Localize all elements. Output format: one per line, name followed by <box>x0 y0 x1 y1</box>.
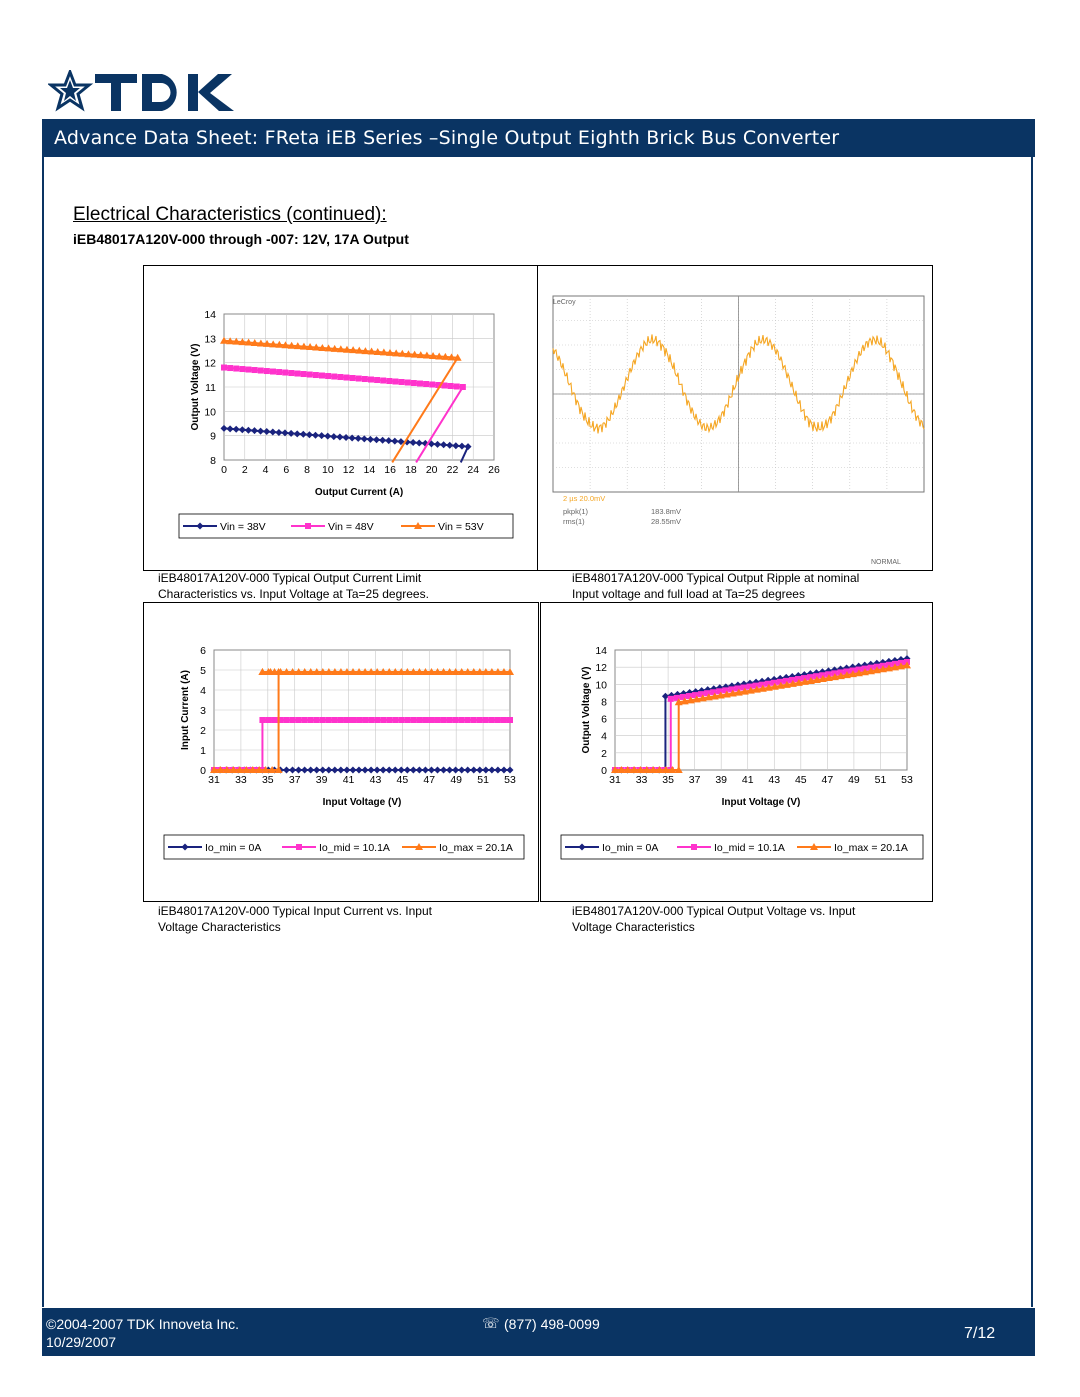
data-point <box>301 371 307 377</box>
y-tick-label: 13 <box>204 333 216 346</box>
scope-rms-value: 28.55mV <box>651 517 682 526</box>
legend-label-2: Io_mid = 10.1A <box>714 842 785 854</box>
scope-rms-label: rms(1) <box>563 517 585 526</box>
caption-3-line-2: Voltage Characteristics <box>158 920 281 934</box>
y-tick-label: 8 <box>601 696 607 709</box>
data-point <box>252 367 258 373</box>
x-tick-label: 2 <box>241 464 248 476</box>
x-tick-label: 24 <box>467 464 480 476</box>
legend-label-3: Io_max = 20.1A <box>439 842 513 854</box>
x-tick-label: 18 <box>405 464 417 476</box>
data-point <box>380 378 386 384</box>
x-tick-label: 53 <box>504 774 516 786</box>
data-point <box>356 376 362 382</box>
data-point <box>448 383 454 389</box>
data-point <box>417 381 423 387</box>
data-point <box>259 717 265 723</box>
caption-2-line-1: iEB48017A120V-000 Typical Output Ripple at nominal <box>572 571 860 585</box>
x-tick-label: 43 <box>768 774 781 786</box>
data-point <box>410 717 416 723</box>
legend-label-2: Vin = 48V <box>328 521 374 533</box>
data-point <box>368 377 374 383</box>
chart-panel-output-voltage-vin <box>540 602 933 902</box>
legend-label-1: Io_min = 0A <box>205 842 262 854</box>
scope-panel <box>537 265 933 571</box>
y-tick-label: 9 <box>210 430 216 443</box>
data-point <box>227 365 233 371</box>
y-tick-label: 14 <box>204 309 216 321</box>
y-tick-label: 3 <box>200 705 206 717</box>
x-tick-label: 33 <box>235 774 247 786</box>
x-tick-label: 16 <box>384 464 396 476</box>
data-point <box>495 717 501 723</box>
x-tick-label: 26 <box>488 464 500 476</box>
caption-1-line-2: Characteristics vs. Input Voltage at Ta=25 degrees. <box>158 587 429 601</box>
y-tick-label: 11 <box>205 382 216 394</box>
x-tick-label: 14 <box>363 464 376 476</box>
data-point <box>380 717 386 723</box>
data-point <box>471 717 477 723</box>
scope-pkpk-label: pkpk(1) <box>563 507 589 516</box>
data-point <box>392 717 398 723</box>
data-point <box>282 370 288 376</box>
data-point <box>265 717 271 723</box>
banner-title: Advance Data Sheet: FReta iEB Series –Single Output Eighth Brick Bus Converter <box>54 127 840 149</box>
data-point <box>404 717 410 723</box>
data-point <box>344 717 350 723</box>
x-tick-label: 47 <box>423 774 436 786</box>
data-point <box>386 378 392 384</box>
scope-mode: NORMAL <box>871 559 901 566</box>
x-tick-label: 39 <box>315 774 328 786</box>
caption-4-line-1: iEB48017A120V-000 Typical Output Voltage vs. Input <box>572 904 856 918</box>
x-tick-label: 45 <box>396 774 409 786</box>
x-tick-label: 49 <box>848 774 860 786</box>
caption-3-line-1: iEB48017A120V-000 Typical Input Current vs. Input <box>158 904 432 918</box>
x-tick-label: 10 <box>322 464 334 476</box>
data-point <box>264 368 270 374</box>
data-point <box>405 380 411 386</box>
data-point <box>368 717 374 723</box>
x-tick-label: 47 <box>821 774 834 786</box>
y-tick-label: 4 <box>200 685 206 697</box>
caption-2 <box>572 570 859 602</box>
data-point <box>483 717 489 723</box>
x-tick-label: 31 <box>208 774 220 786</box>
data-point <box>441 717 447 723</box>
data-point <box>288 370 294 376</box>
data-point <box>477 717 483 723</box>
data-point <box>374 377 380 383</box>
x-tick-label: 4 <box>262 464 269 476</box>
data-point <box>331 374 337 380</box>
x-tick-label: 35 <box>261 774 274 786</box>
x-tick-label: 20 <box>425 464 438 476</box>
data-point <box>337 374 343 380</box>
x-tick-label: 0 <box>221 464 227 476</box>
y-tick-label: 8 <box>210 455 216 467</box>
data-point <box>302 717 308 723</box>
data-point <box>290 717 296 723</box>
data-point <box>489 717 495 723</box>
data-point <box>460 384 466 390</box>
data-point <box>386 717 392 723</box>
section-subtitle: iEB48017A120V-000 through -007: 12V, 17A Output <box>73 231 409 247</box>
x-tick-label: 41 <box>342 774 355 786</box>
x-tick-label: 6 <box>283 464 290 476</box>
legend-marker <box>305 523 311 529</box>
data-point <box>356 717 362 723</box>
legend-marker <box>296 844 302 850</box>
data-point <box>276 369 282 375</box>
data-point <box>326 717 332 723</box>
data-point <box>314 717 320 723</box>
legend-marker <box>691 844 697 850</box>
y-tick-label: 6 <box>601 713 607 726</box>
data-point <box>313 372 319 378</box>
data-point <box>416 717 422 723</box>
data-point <box>239 366 245 372</box>
data-point <box>294 371 300 377</box>
data-point <box>362 376 368 382</box>
data-point <box>398 717 404 723</box>
data-point <box>245 367 251 373</box>
y-tick-label: 0 <box>601 765 607 777</box>
x-tick-label: 35 <box>662 774 674 786</box>
y-tick-label: 12 <box>204 357 216 370</box>
data-point <box>319 373 325 379</box>
data-point <box>338 717 344 723</box>
data-point <box>507 717 513 723</box>
section-title: Electrical Characteristics (continued): <box>73 204 387 225</box>
legend-label-3: Vin = 53V <box>438 521 484 533</box>
x-tick-label: 37 <box>688 774 701 786</box>
data-point <box>459 717 465 723</box>
data-point <box>429 382 435 388</box>
data-point <box>423 381 429 387</box>
y-tick-label: 0 <box>200 765 206 777</box>
chart-panel-output-voltage <box>143 265 539 571</box>
chart-panel-input-current <box>143 602 539 902</box>
data-point <box>399 379 405 385</box>
legend-label-3: Io_max = 20.1A <box>834 842 908 854</box>
x-tick-label: 39 <box>715 774 728 786</box>
x-tick-label: 37 <box>288 774 301 786</box>
x-axis-label: Input Voltage (V) <box>322 797 402 808</box>
y-tick-label: 12 <box>595 662 607 675</box>
caption-4 <box>572 903 855 935</box>
x-tick-label: 41 <box>741 774 754 786</box>
y-tick-label: 10 <box>595 679 607 692</box>
data-point <box>392 379 398 385</box>
tdk-logo <box>48 70 238 114</box>
data-point <box>362 717 368 723</box>
x-tick-label: 33 <box>635 774 648 786</box>
footer-phone: (877) 498-0099 <box>504 1316 600 1332</box>
chart-output-voltage-vs-current <box>144 266 538 570</box>
y-tick-label: 6 <box>200 645 206 657</box>
data-point <box>454 384 460 390</box>
legend-label-1: Vin = 38V <box>220 521 266 533</box>
data-point <box>411 380 417 386</box>
caption-1-line-1: iEB48017A120V-000 Typical Output Current Limit <box>158 571 422 585</box>
data-point <box>296 717 302 723</box>
caption-2-line-2: Input voltage and full load at Ta=25 degrees <box>572 587 805 601</box>
y-tick-label: 2 <box>601 747 607 760</box>
data-point <box>258 368 264 374</box>
y-tick-label: 10 <box>204 406 216 419</box>
data-point <box>422 717 428 723</box>
phone-icon: ☏ <box>482 1315 500 1331</box>
data-point <box>284 717 290 723</box>
data-point <box>325 373 331 379</box>
y-axis-label: Output Voltage (V) <box>581 666 592 754</box>
scope-timebase: 2 µs 20.0mV <box>563 494 606 503</box>
data-point <box>350 375 356 381</box>
x-tick-label: 12 <box>342 464 355 476</box>
data-point <box>308 717 314 723</box>
title-banner <box>42 119 1035 157</box>
chart-input-current-vs-voltage <box>144 603 538 901</box>
x-tick-label: 51 <box>874 774 887 786</box>
data-point <box>272 717 278 723</box>
x-tick-label: 8 <box>304 464 310 476</box>
x-tick-label: 31 <box>609 774 621 786</box>
chart-output-voltage-vs-input <box>541 603 932 901</box>
x-axis-label: Output Current (A) <box>314 487 404 498</box>
data-point <box>332 717 338 723</box>
data-point <box>350 717 356 723</box>
data-point <box>270 369 276 375</box>
y-tick-label: 14 <box>595 645 607 657</box>
x-tick-label: 51 <box>477 774 489 786</box>
data-point <box>465 717 471 723</box>
footer-copyright: ©2004-2007 TDK Innoveta Inc. <box>46 1316 239 1332</box>
data-point <box>447 717 453 723</box>
data-point <box>453 717 459 723</box>
y-tick-label: 2 <box>200 725 206 737</box>
x-tick-label: 45 <box>794 774 807 786</box>
data-point <box>343 375 349 381</box>
y-tick-label: 1 <box>200 745 206 757</box>
y-tick-label: 5 <box>200 665 206 677</box>
data-point <box>233 366 239 372</box>
legend-label-2: Io_mid = 10.1A <box>319 842 390 854</box>
data-point <box>668 696 674 702</box>
data-point <box>429 717 435 723</box>
x-tick-label: 22 <box>446 464 459 476</box>
x-axis-label: Input Voltage (V) <box>721 797 801 808</box>
x-tick-label: 49 <box>450 774 463 786</box>
footer-date: 10/29/2007 <box>46 1334 117 1350</box>
y-tick-label: 4 <box>601 730 607 743</box>
data-point <box>320 717 326 723</box>
x-tick-label: 43 <box>369 774 382 786</box>
data-point <box>501 717 507 723</box>
caption-3 <box>158 903 432 935</box>
footer-page-number: 7/12 <box>964 1325 996 1342</box>
y-axis-label: Input Current (A) <box>180 670 191 750</box>
caption-4-line-2: Voltage Characteristics <box>572 920 695 934</box>
footer-bar <box>42 1308 1035 1356</box>
caption-1 <box>158 570 429 602</box>
scope-brand: LeCroy <box>553 299 576 306</box>
data-point <box>374 717 380 723</box>
oscilloscope-ripple <box>538 266 932 570</box>
scope-pkpk-value: 183.8mV <box>651 507 682 516</box>
legend-label-1: Io_min = 0A <box>602 842 659 854</box>
data-point <box>435 717 441 723</box>
data-point <box>307 372 313 378</box>
x-tick-label: 53 <box>901 774 913 786</box>
data-point <box>221 365 227 371</box>
y-axis-label: Output Voltage (V) <box>190 343 201 431</box>
